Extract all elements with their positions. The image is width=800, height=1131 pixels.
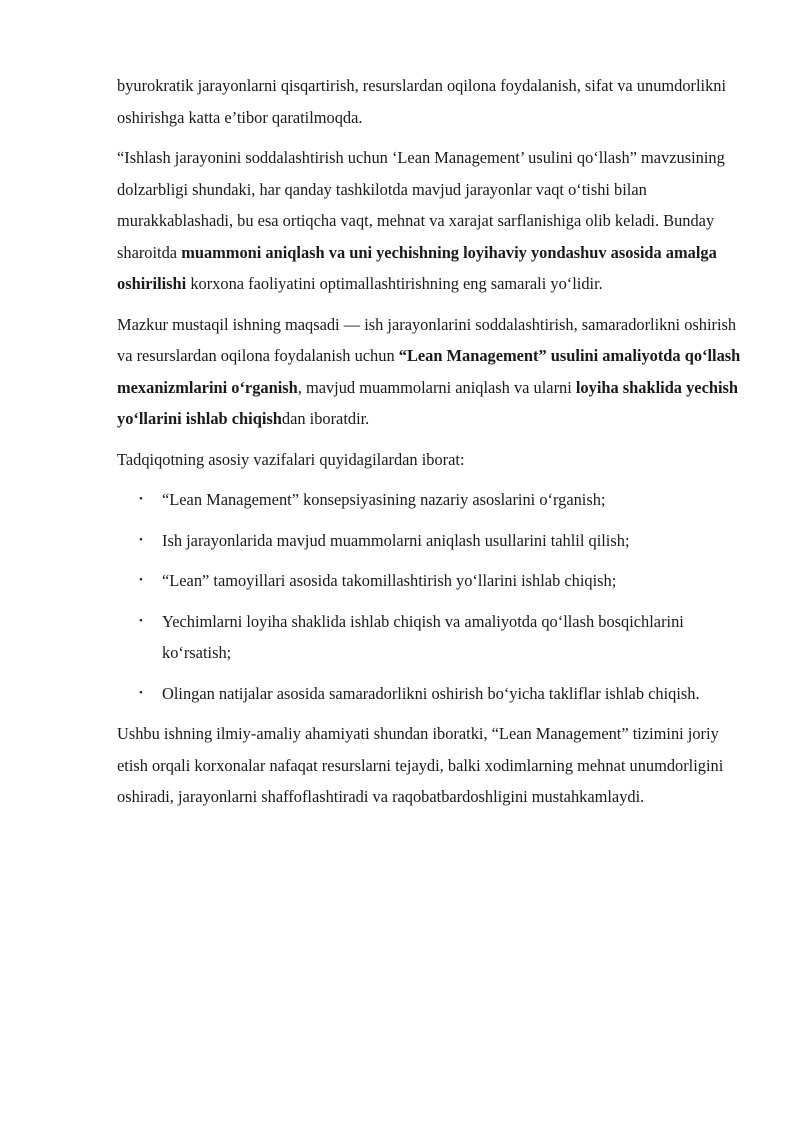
text-segment: byurokratik jarayonlarni qisqartirish, resurslardan oqilona foydalanish, sifat va unumdorlikni oshirishga katta e’tibor qaratilmoqda. <box>117 76 727 127</box>
bold-text-segment: loyiha shaklida yechish yo‘llarini ishlab chiqish <box>117 377 739 428</box>
bullet-icon: • <box>139 493 143 505</box>
list-item-text: “Lean Management” konsepsiyasining nazariy asoslarini o‘rganish; <box>162 490 606 509</box>
document-page <box>117 70 749 822</box>
text-segment: Ushbu ishning ilmiy-amaliy ahamiyati shundan iboratki, “Lean Management” tizimini joriy etish orqali korxonalar nafaqat resurslarni tejaydi, balki xodimlarning mehnat unumdorligini oshiradi, jarayonlarni shaffoflashtiradi va raqobatbardoshligini mustahkamlaydi. <box>117 724 724 806</box>
list-item <box>117 525 749 557</box>
text-segment: Mazkur mustaqil ishning maqsadi — ish jarayonlarini soddalashtirish, samaradorlikni oshirish va resurslardan oqilona foydalanish uchun <box>117 314 737 365</box>
paragraph-goal <box>117 309 749 435</box>
paragraph-significance <box>117 718 749 813</box>
text-segment: “Ishlash jarayonini soddalashtirish uchun ‘Lean Management’ usulini qo‘llash” mavzusining dolzarbligi shundaki, har qanday tashkilotda mavjud jarayonlar vaqt o‘tishi bilan murakkablashadi, bu esa ortiqcha vaqt, mehnat va xarajat sarflanishiga olib keladi. Bunday sharoitda <box>117 148 725 262</box>
text-segment: , mavjud muammolarni aniqlash va ularni <box>297 377 576 397</box>
list-item-text: “Lean” tamoyillari asosida takomillashtirish yo‘llarini ishlab chiqish; <box>162 571 617 590</box>
list-item <box>117 565 749 597</box>
list-item-text: Ish jarayonlarida mavjud muammolarni aniqlash usullarini tahlil qilish; <box>162 530 630 550</box>
text-segment: dan iboratdir. <box>281 409 370 428</box>
list-item-text: Olingan natijalar asosida samaradorlikni oshirish bo‘yicha takliflar ishlab chiqish. <box>162 683 700 703</box>
text-segment: korxona faoliyatini optimallashtirishning eng samarali yo‘lidir. <box>186 274 603 293</box>
list-item-text: Yechimlarni loyiha shaklida ishlab chiqish va amaliyotda qo‘llash bosqichlarini ko‘rsatish; <box>162 611 684 662</box>
paragraph-tasks-intro <box>117 444 749 476</box>
text-segment: Tadqiqotning asosiy vazifalari quyidagilardan iborat: <box>117 449 465 469</box>
bold-text-segment: muammoni aniqlash va uni yechishning loyihaviy yondashuv asosida amalga oshirilishi <box>117 242 717 293</box>
bullet-icon: • <box>139 614 143 627</box>
bullet-icon: • <box>139 574 143 586</box>
paragraph-intro-continuation <box>117 70 749 133</box>
paragraph-relevance <box>117 142 749 300</box>
bold-text-segment: “Lean Management” usulini amaliyotda qo‘llash mexanizmlarini o‘rganish <box>117 346 741 397</box>
tasks-list <box>117 484 749 709</box>
list-item <box>117 606 749 669</box>
list-item <box>117 678 749 710</box>
bullet-icon: • <box>139 533 143 546</box>
bullet-icon: • <box>139 686 143 699</box>
list-item <box>117 484 749 516</box>
